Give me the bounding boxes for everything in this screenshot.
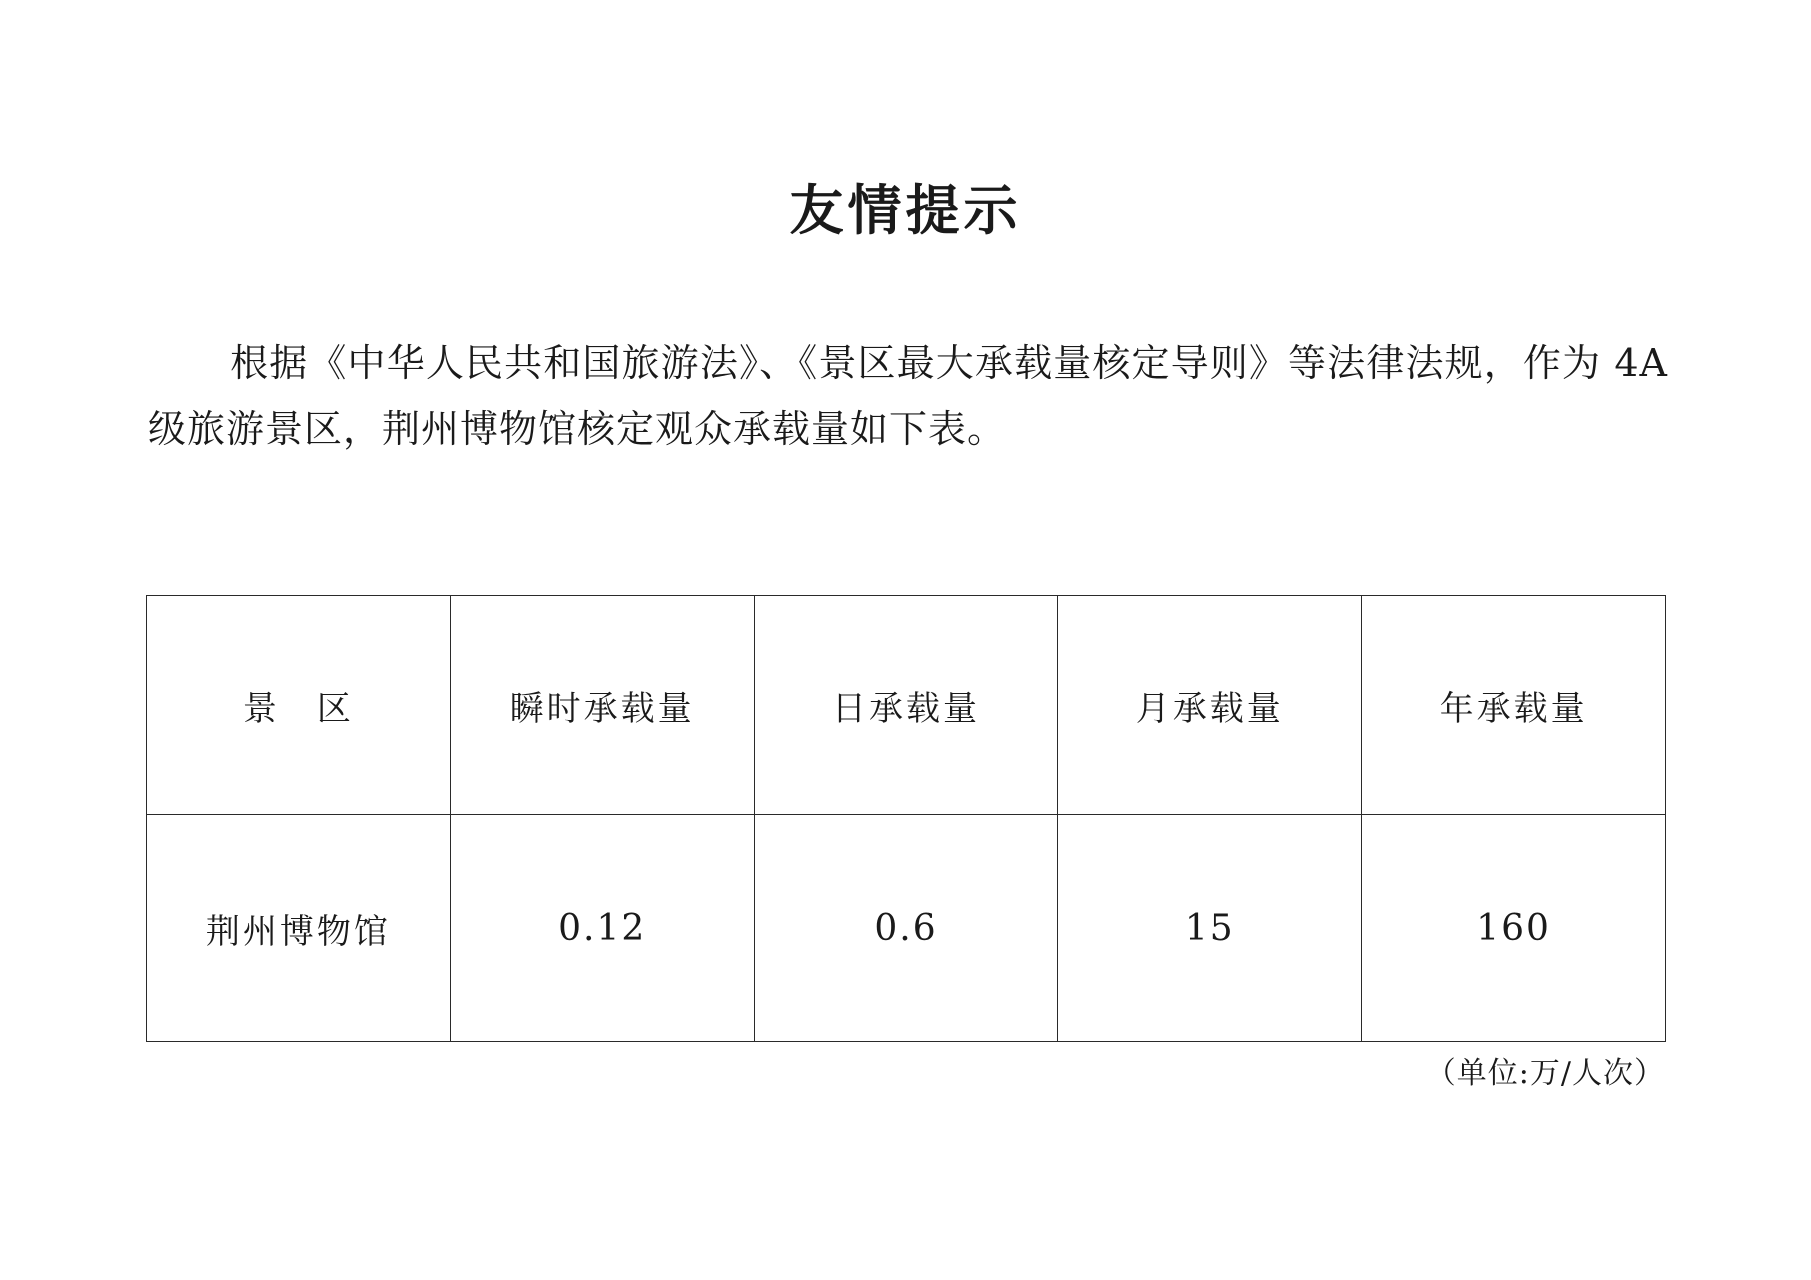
table-row <box>147 815 1666 1042</box>
header-cell-daily-capacity: 日承载量 <box>754 596 1058 815</box>
page-title: 友情提示 <box>789 178 1022 242</box>
header-cell-instant-capacity: 瞬时承载量 <box>450 596 754 815</box>
cell-instant-capacity: 0.12 <box>450 815 754 1042</box>
table-header <box>147 596 1666 815</box>
cell-scenic-area: 荆州博物馆 <box>147 815 451 1042</box>
unit-note: （单位:万/人次） <box>1425 1056 1665 1091</box>
cell-daily-capacity: 0.6 <box>754 815 1058 1042</box>
table-body <box>147 815 1666 1042</box>
paragraph-text: 根据《中华人民共和国旅游法》、《景区最大承载量核定导则》等法律法规，作为 4A 级旅游景区，荆州博物馆核定观众承载量如下表。 <box>148 341 1668 451</box>
capacity-table <box>146 595 1666 1042</box>
header-cell-monthly-capacity: 月承载量 <box>1058 596 1362 815</box>
header-cell-scenic-area: 景 区 <box>147 596 451 815</box>
cell-yearly-capacity: 160 <box>1362 815 1666 1042</box>
cell-monthly-capacity: 15 <box>1058 815 1362 1042</box>
header-cell-yearly-capacity: 年承载量 <box>1362 596 1666 815</box>
body-paragraph <box>148 330 1668 462</box>
table-header-row <box>147 596 1666 815</box>
